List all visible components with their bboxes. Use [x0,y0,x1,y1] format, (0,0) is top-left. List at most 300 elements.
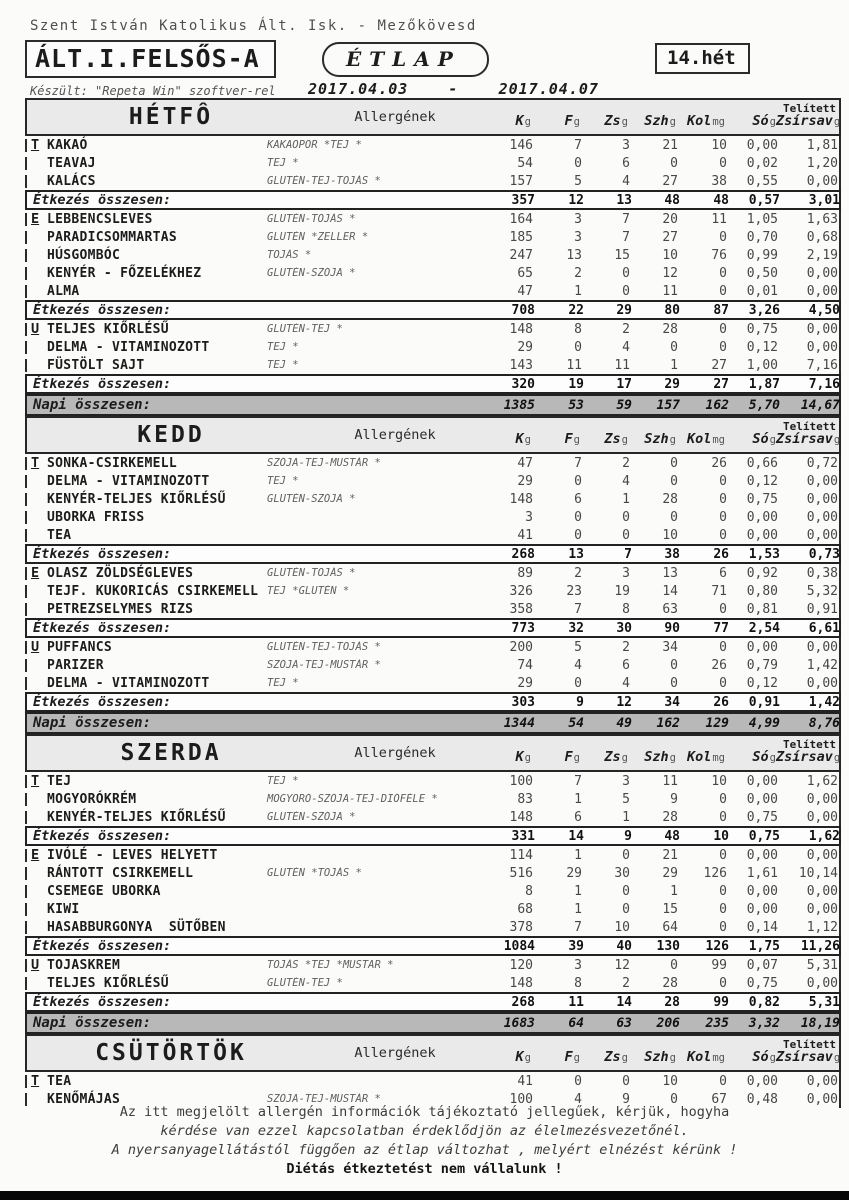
food-allergens: GLUTÉN-SZÓJA * [267,493,356,505]
col-header-zs [580,110,628,129]
nutrient-value: 0 [719,901,727,917]
col-header-label: Kol [686,1048,712,1065]
nutrient-value: 0,00 [806,173,838,189]
col-header-label: F [564,112,573,129]
food-row [25,526,841,544]
footer-note-line: Az itt megjelölt allergén információk tájékoztató jellegűek, kérjük, hogyha [119,1104,730,1120]
nutrient-value: 0 [622,283,630,299]
col-header-label: K [515,112,524,129]
nutrient-values [479,621,840,636]
nutrient-values [477,884,839,899]
nutrient-value: 2 [574,265,582,281]
meal-type-letter: E [31,211,40,227]
meal-type-letter: U [31,639,40,655]
class-label-box: ÁLT.I.FELSŐS-A [25,40,276,78]
col-header-só [725,746,776,765]
nutrient-value: 11 [711,211,727,227]
nutrient-value: 157 [509,173,533,189]
nutrient-value: 4 [622,173,630,189]
col-header-saturated-fat-line1: Telített [783,737,836,751]
nutrient-value: 143 [509,357,533,373]
day-total-value: 54 [568,715,584,731]
meal-total-value: 2,54 [748,620,780,636]
meal-total-value: 6,61 [808,620,840,636]
meal-total-value: 1,75 [748,938,780,954]
col-header-unit: g [833,751,841,764]
nutrient-value: 0,00 [806,473,838,489]
meal-total-value: 22 [568,302,584,318]
meal-total-label: Étkezés összesen: [33,694,172,710]
nutrient-value: 0,66 [746,455,778,471]
nutrient-value: 0 [574,473,582,489]
nutrient-value: 516 [509,865,533,881]
food-name: PARIZER [47,657,104,673]
col-header-saturated-fat-line2 [776,746,840,765]
food-row [25,454,841,472]
nutrient-value: 1,62 [806,773,838,789]
nutrient-value: 6 [574,809,582,825]
nutrient-value: 7 [574,455,582,471]
nutrient-value: 67 [711,1091,727,1107]
nutrient-value: 3 [622,137,630,153]
meal-total-value: 27 [713,376,729,392]
meal-total-value: 1084 [503,938,535,954]
food-row [25,210,841,228]
col-header-saturated-fat-line1: Telített [783,419,836,433]
nutrient-value: 30 [614,865,630,881]
meal-total-value: 40 [616,938,632,954]
nutrient-value: 0 [670,509,678,525]
col-header-label: F [564,430,573,447]
col-header-label: Kol [686,430,712,447]
nutrient-value: 10 [711,773,727,789]
meal-total-value: 268 [511,994,535,1010]
nutrient-value: 0,81 [746,601,778,617]
row-left-tick [25,175,27,188]
nutrient-value: 10,14 [798,865,838,881]
nutrient-value: 1,05 [746,211,778,227]
col-header-szh [628,110,676,129]
day-total-value: 1344 [503,715,535,731]
col-header-unit: mg [712,1051,725,1064]
nutrient-value: 0,00 [806,491,838,507]
nutrient-values [477,212,839,227]
meal-type-letter: U [31,957,40,973]
nutrient-value: 6 [719,565,727,581]
day-total-value: 235 [705,1015,729,1031]
nutrient-value: 26 [711,657,727,673]
food-name: UBORKA FRISS [47,509,145,525]
nutrient-value: 0,50 [746,265,778,281]
nutrient-value: 10 [662,527,678,543]
food-allergens: GLUTÉN-TEJ-TOJÁS * [267,175,381,187]
nutrient-value: 76 [711,247,727,263]
col-header-unit: g [833,433,841,446]
row-left-tick [25,457,27,470]
food-row [25,564,841,582]
row-left-tick [25,493,27,506]
meal-total-value: 13 [616,192,632,208]
row-left-tick [25,213,27,226]
day-header [25,734,841,772]
col-header-kol [676,746,725,765]
nutrient-value: 83 [517,791,533,807]
meal-total-row [25,826,841,846]
food-row [25,228,841,246]
food-name: DELMA - VITAMINOZOTT [47,675,210,691]
food-allergens: TOJÁS *TEJ *MUSTAR * [267,959,394,971]
food-name: KENYÉR-TELJES KIŐRLÉSŰ [47,809,226,825]
col-header-unit: g [669,433,676,446]
nutrient-value: 164 [509,211,533,227]
food-allergens: KAKAOPOR *TEJ * [267,139,362,151]
meal-total-label: Étkezés összesen: [33,938,172,954]
nutrient-value: 0 [670,657,678,673]
col-header-unit: g [769,115,776,128]
day-total-value: 18,19 [800,1015,840,1031]
nutrient-value: 3 [525,509,533,525]
meal-total-value: 87 [713,302,729,318]
day-header [25,1034,841,1072]
nutrient-value: 0,00 [806,975,838,991]
day-total-value: 3,32 [748,1015,780,1031]
day-total-value: 64 [568,1015,584,1031]
nutrient-value: 5,32 [806,583,838,599]
food-allergens: TEJ * [267,157,299,169]
col-header-unit: mg [712,751,725,764]
nutrient-value: 28 [662,809,678,825]
meal-total-row [25,992,841,1012]
nutrient-value: 68 [517,901,533,917]
meal-total-value: 28 [664,994,680,1010]
food-name: KAKAÓ [47,137,88,153]
nutrient-value: 0 [622,265,630,281]
meal-total-value: 1,53 [748,546,780,562]
nutrient-values [477,230,839,245]
nutrient-values [477,1074,839,1089]
nutrient-values [477,322,839,337]
day-total-value: 49 [616,715,632,731]
row-left-tick [25,811,27,824]
menu-table [25,98,841,1108]
day-name: SZERDA [120,740,222,766]
meal-total-value: 48 [664,828,680,844]
nutrient-value: 0,00 [746,137,778,153]
date-range: 2017.04.03 - 2017.04.07 [308,80,599,98]
food-row [25,246,841,264]
nutrient-column-headers [475,421,839,450]
nutrient-value: 29 [517,675,533,691]
food-allergens: GLUTÉN-SZÓJA * [267,811,356,823]
col-header-label: K [515,1048,524,1065]
meal-total-value: 708 [511,302,535,318]
nutrient-value: 27 [711,357,727,373]
col-header-label: Szh [644,112,669,129]
col-header-label: Zsírsav [776,748,833,765]
nutrient-value: 11 [662,283,678,299]
nutrient-value: 8 [622,601,630,617]
col-header-label: Zsírsav [776,430,833,447]
nutrient-column-headers [475,1039,839,1068]
col-header-saturated-fat-line1: Telített [783,1037,836,1051]
day-total-value: 4,99 [748,715,780,731]
nutrient-value: 0,00 [806,1091,838,1107]
nutrient-values [477,248,839,263]
footer-note-line: kérdése van ezzel kapcsolatban érdeklődjön az élelmezésvezetőnél. [160,1123,689,1139]
col-header-unit: g [621,751,628,764]
meal-total-value: 0,82 [748,994,780,1010]
nutrient-values [477,174,839,189]
nutrient-values [477,658,839,673]
row-left-tick [25,885,27,898]
nutrient-value: 0,00 [746,847,778,863]
nutrient-value: 0 [719,473,727,489]
allergens-column-label: Allergének [354,1045,436,1061]
day-total-value: 59 [616,397,632,413]
nutrient-value: 11 [566,357,582,373]
row-left-tick [25,793,27,806]
food-name: TELJES KIŐRLÉSŰ [47,321,169,337]
nutrient-value: 13 [566,247,582,263]
nutrient-values [479,939,840,954]
nutrient-value: 358 [509,601,533,617]
food-row [25,846,841,864]
footer-note-line: A nyersanyagellátástól függően az étlap változhat , melyért elnézést kérünk ! [111,1142,738,1158]
col-header-só [725,1046,776,1065]
nutrient-value: 47 [517,283,533,299]
nutrient-value: 1 [670,883,678,899]
col-header-saturated-fat-line2 [776,428,840,447]
meal-total-value: 357 [511,192,535,208]
nutrient-value: 247 [509,247,533,263]
nutrient-value: 2 [622,975,630,991]
nutrient-value: 0,75 [746,491,778,507]
nutrient-value: 0 [622,509,630,525]
nutrient-values [479,1016,840,1031]
nutrient-value: 2 [622,321,630,337]
food-row [25,282,841,300]
meal-type-letter: T [31,1073,40,1089]
nutrient-values [477,920,839,935]
col-header-label: Kol [686,748,712,765]
day-total-value: 63 [616,1015,632,1031]
nutrient-value: 0 [670,339,678,355]
nutrient-value: 200 [509,639,533,655]
nutrient-value: 28 [662,975,678,991]
meal-total-value: 303 [511,694,535,710]
nutrient-value: 0,99 [746,247,778,263]
food-row [25,918,841,936]
nutrient-value: 11 [614,357,630,373]
meal-total-value: 3,01 [808,192,840,208]
food-name: OLASZ ZÖLDSÉGLEVES [47,565,194,581]
nutrient-value: 99 [711,957,727,973]
food-name: SONKA-CSIRKEMELL [47,455,178,471]
row-left-tick [25,231,27,244]
nutrient-value: 4 [622,675,630,691]
nutrient-values [477,958,839,973]
nutrient-value: 0,92 [746,565,778,581]
meal-type-letter: E [31,565,40,581]
nutrient-value: 34 [662,639,678,655]
day-total-value: 1385 [503,397,535,413]
nutrient-value: 1 [622,491,630,507]
allergens-column-label: Allergének [354,745,436,761]
col-header-label: Só [752,112,769,129]
nutrient-value: 20 [662,211,678,227]
food-name: PARADICSOMMARTAS [47,229,178,245]
meal-total-value: 13 [568,546,584,562]
col-header-kol [676,1046,725,1065]
nutrient-value: 1,00 [746,357,778,373]
food-row [25,136,841,154]
col-header-zs [580,746,628,765]
nutrient-value: 148 [509,491,533,507]
row-left-tick [25,867,27,880]
col-header-unit: g [769,1051,776,1064]
row-left-tick [25,529,27,542]
nutrient-value: 0,00 [806,883,838,899]
food-allergens: TEJ * [267,341,299,353]
food-name: HÚSGOMBÓC [47,247,121,263]
nutrient-value: 185 [509,229,533,245]
nutrient-value: 0 [574,1073,582,1089]
row-left-tick [25,959,27,972]
col-header-label: Zs [604,748,621,765]
nutrient-value: 0 [670,455,678,471]
nutrient-value: 0 [719,491,727,507]
nutrient-value: 100 [509,773,533,789]
nutrient-value: 21 [662,847,678,863]
food-row [25,154,841,172]
meal-total-value: 34 [664,694,680,710]
nutrient-value: 28 [662,321,678,337]
meal-total-label: Étkezés összesen: [33,994,172,1010]
nutrient-value: 5 [622,791,630,807]
col-header-k [475,1046,531,1065]
nutrient-value: 19 [614,583,630,599]
nutrient-value: 3 [622,773,630,789]
col-header-saturated-fat [776,419,841,447]
col-header-unit: g [524,751,531,764]
day-total-row [25,394,841,416]
nutrient-value: 7 [574,137,582,153]
meal-total-value: 1,87 [748,376,780,392]
nutrient-values [477,584,839,599]
food-row [25,172,841,190]
col-header-saturated-fat-line2 [776,1046,840,1065]
nutrient-value: 0,00 [806,509,838,525]
meal-total-value: 19 [568,376,584,392]
meal-total-label: Étkezés összesen: [33,828,172,844]
meal-total-value: 11 [568,994,584,1010]
meal-total-value: 12 [568,192,584,208]
nutrient-value: 0 [574,339,582,355]
meal-total-value: 331 [511,828,535,844]
food-name: TOJASKREM [47,957,121,973]
nutrient-value: 1,61 [746,865,778,881]
row-left-tick [25,921,27,934]
food-name: MOGYORÓKRÉM [47,791,137,807]
row-left-tick [25,341,27,354]
nutrient-value: 1 [622,809,630,825]
nutrient-value: 27 [662,229,678,245]
nutrient-value: 38 [711,173,727,189]
food-row [25,320,841,338]
nutrient-value: 0,00 [806,283,838,299]
col-header-label: Zsírsav [776,1048,833,1065]
meal-total-value: 77 [713,620,729,636]
row-left-tick [25,641,27,654]
food-name: TELJES KIŐRLÉSŰ [47,975,169,991]
nutrient-value: 11 [662,773,678,789]
meal-total-value: 80 [664,302,680,318]
nutrient-value: 8 [574,975,582,991]
nutrient-value: 10 [711,137,727,153]
food-name: RÁNTOTT CSIRKEMELL [47,865,194,881]
nutrient-values [479,398,840,413]
nutrient-value: 0,00 [806,809,838,825]
nutrient-value: 0 [670,473,678,489]
nutrient-value: 148 [509,321,533,337]
nutrient-value: 0,00 [806,791,838,807]
food-name: PETREZSELYMES RIZS [47,601,194,617]
nutrient-value: 0,80 [746,583,778,599]
day-name: HÉTFÔ [128,104,214,130]
nutrient-value: 7 [574,773,582,789]
food-name: DELMA - VITAMINOZOTT [47,473,210,489]
nutrient-value: 15 [614,247,630,263]
food-name: LEBBENCSLEVES [47,211,153,227]
nutrient-value: 0 [622,847,630,863]
nutrient-values [477,284,839,299]
food-allergens: TEJ * [267,677,299,689]
nutrient-value: 0 [719,883,727,899]
nutrient-values [477,528,839,543]
food-name: TEJF. KUKORICÁS CSIRKEMELL [47,583,259,599]
nutrient-value: 65 [517,265,533,281]
food-row [25,882,841,900]
col-header-label: Zs [604,430,621,447]
food-allergens: TEJ *GLUTÉN * [267,585,350,597]
col-header-label: Szh [644,748,669,765]
nutrient-value: 41 [517,527,533,543]
nutrient-values [479,695,840,710]
food-allergens: GLUTÉN-TOJÁS * [267,567,356,579]
nutrient-values [477,810,839,825]
meal-total-value: 7,16 [808,376,840,392]
col-header-unit: g [524,115,531,128]
nutrient-value: 0,00 [806,321,838,337]
nutrient-value: 5,31 [806,957,838,973]
nutrient-value: 120 [509,957,533,973]
meal-total-row [25,692,841,712]
nutrient-value: 0 [719,339,727,355]
col-header-unit: g [524,433,531,446]
meal-total-label: Étkezés összesen: [33,546,172,562]
col-header-label: F [564,748,573,765]
nutrient-value: 0 [574,675,582,691]
col-header-f [531,110,580,129]
col-header-só [725,428,776,447]
meal-total-value: 773 [511,620,535,636]
nutrient-values [477,676,839,691]
nutrient-value: 21 [662,137,678,153]
nutrient-value: 0 [719,527,727,543]
food-allergens: TOJÁS * [267,249,312,261]
nutrient-value: 0 [622,901,630,917]
row-left-tick [25,323,27,336]
